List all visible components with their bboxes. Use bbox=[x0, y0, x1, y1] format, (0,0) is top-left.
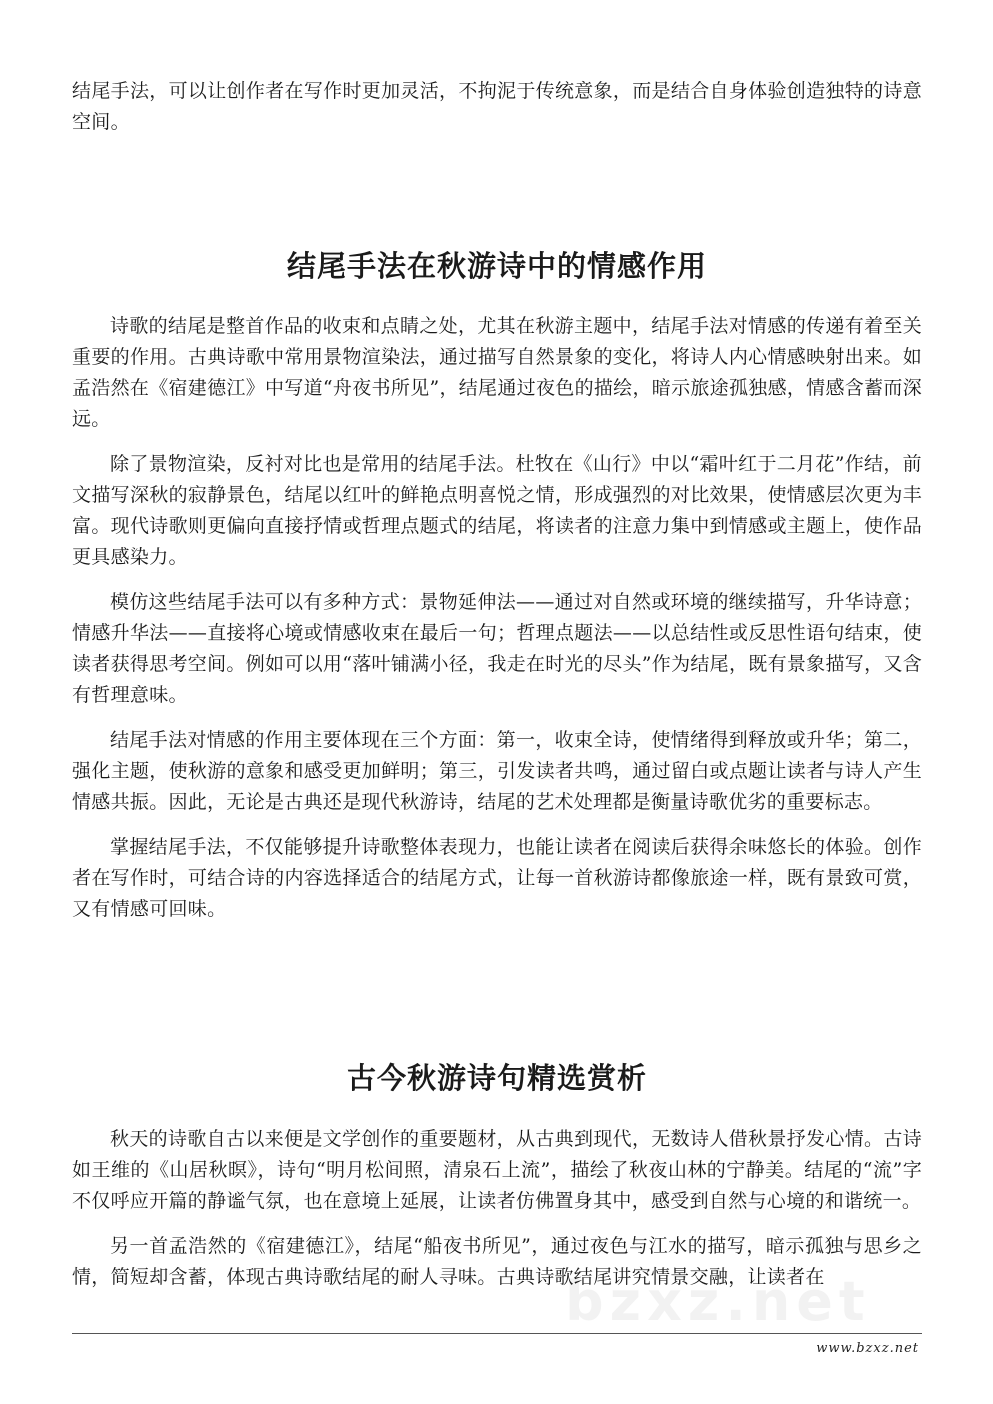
intro-paragraph: 结尾手法，可以让创作者在写作时更加灵活，不拘泥于传统意象，而是结合自身体验创造独特的诗意空间。 bbox=[72, 80, 922, 133]
body-paragraph: 秋天的诗歌自古以来便是文学创作的重要题材，从古典到现代，无数诗人借秋景抒发心情。古诗如王维的《山居秋暝》，诗句“明月松间照，清泉石上流”，描绘了秋夜山林的宁静美。结尾的“流”字不仅呼应开篇的静谧气氛，也在意境上延展，让读者仿佛置身其中，感受到自然与心境的和谐统一。 bbox=[72, 1128, 922, 1212]
body-paragraph: 模仿这些结尾手法可以有多种方式：景物延伸法——通过对自然或环境的继续描写，升华诗意；情感升华法——直接将心境或情感收束在最后一句；哲理点题法——以总结性或反思性语句结束，使读者获得思考空间。例如可以用“落叶铺满小径，我走在时光的尽头”作为结尾，既有景象描写，又含有哲理意味。 bbox=[72, 591, 922, 706]
footer-url: www.bzxz.net bbox=[816, 1341, 919, 1356]
body-paragraph: 另一首孟浩然的《宿建德江》，结尾“船夜书所见”，通过夜色与江水的描写，暗示孤独与思乡之情，简短却含蓄，体现古典诗歌结尾的耐人寻味。古典诗歌结尾讲究情景交融，让读者在 bbox=[72, 1235, 922, 1288]
body-paragraph: 除了景物渲染，反衬对比也是常用的结尾手法。杜牧在《山行》中以“霜叶红于二月花”作结，前文描写深秋的寂静景色，结尾以红叶的鲜艳点明喜悦之情，形成强烈的对比效果，使情感层次更为丰富。现代诗歌则更偏向直接抒情或哲理点题式的结尾，将读者的注意力集中到情感或主题上，使作品更具感染力。 bbox=[72, 453, 922, 568]
section-body bbox=[72, 1124, 922, 1307]
body-paragraph: 掌握结尾手法，不仅能够提升诗歌整体表现力，也能让读者在阅读后获得余味悠长的体验。创作者在写作时，可结合诗的内容选择适合的结尾方式，让每一首秋游诗都像旅途一样，既有景致可赏，又有情感可回味。 bbox=[72, 836, 922, 920]
section-body bbox=[72, 311, 922, 939]
body-paragraph: 结尾手法对情感的作用主要体现在三个方面：第一，收束全诗，使情绪得到释放或升华；第二，强化主题，使秋游的意象和感受更加鲜明；第三，引发读者共鸣，通过留白或点题让读者与诗人产生情感共振。因此，无论是古典还是现代秋游诗，结尾的艺术处理都是衡量诗歌优劣的重要标志。 bbox=[72, 729, 922, 813]
section-title: 古今秋游诗句精选赏析 bbox=[346, 1061, 647, 1095]
section-title: 结尾手法在秋游诗中的情感作用 bbox=[286, 249, 707, 283]
footer-divider bbox=[72, 1333, 922, 1334]
body-paragraph: 诗歌的结尾是整首作品的收束和点睛之处，尤其在秋游主题中，结尾手法对情感的传递有着至关重要的作用。古典诗歌中常用景物渲染法，通过描写自然景象的变化，将诗人内心情感映射出来。如孟浩然在《宿建德江》中写道“舟夜书所见”，结尾通过夜色的描绘，暗示旅途孤独感，情感含蓄而深远。 bbox=[72, 315, 922, 430]
watermark: bzxz.net bbox=[565, 1270, 871, 1333]
